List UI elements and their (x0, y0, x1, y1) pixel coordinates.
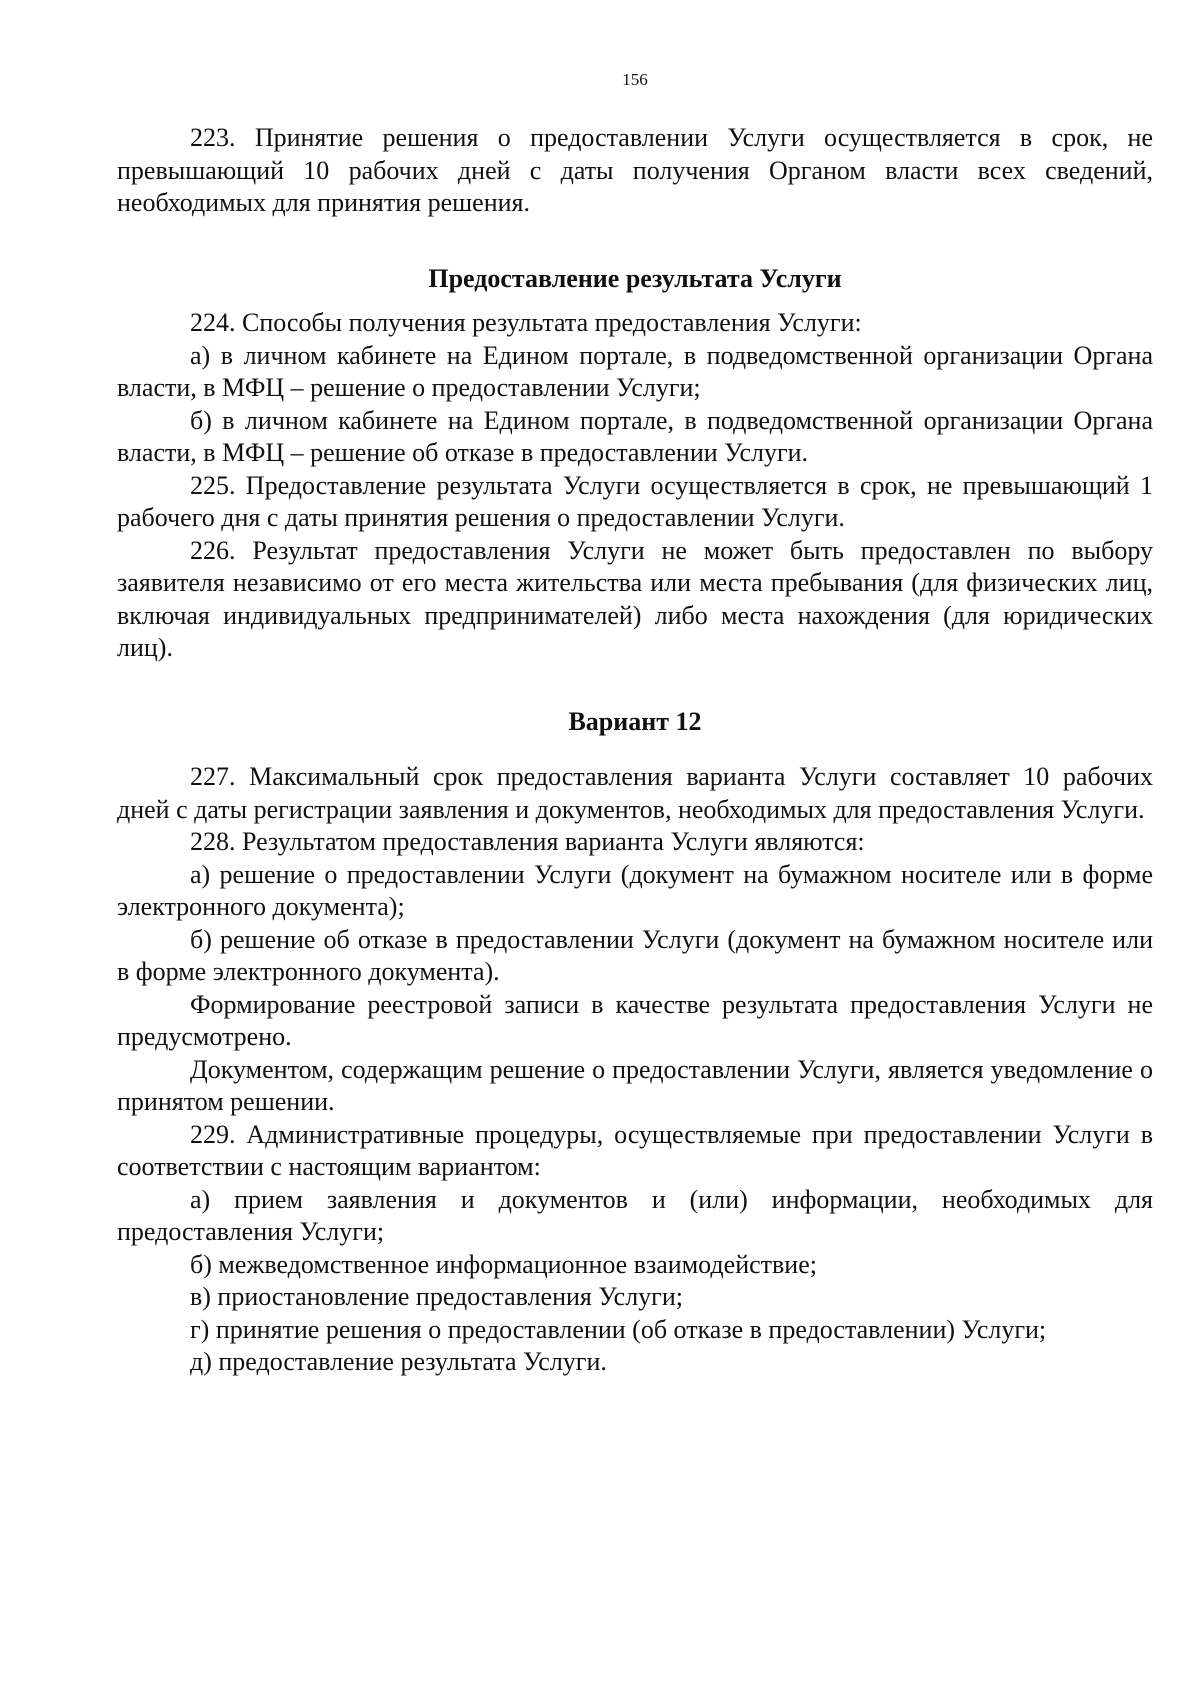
paragraph-229-d: г) принятие решения о предоставлении (об отказе в предоставлении) Услуги; (190, 1314, 1047, 1344)
paragraph-229-c: в) приостановление предоставления Услуги; (190, 1282, 683, 1311)
paragraph-224-a: а) в личном кабинете на Едином портале, в подведомственной организации Органа власти, в МФЦ – решение о предоставлении Услуги; (117, 340, 1153, 402)
paragraph-decision-document: Документом, содержащим решение о предоставлении Услуги, является уведомление о принятом решении. (117, 1054, 1153, 1116)
paragraph-229-a: а) прием заявления и документов и (или) информации, необходимых для предоставления Услуги; (117, 1184, 1153, 1246)
paragraph-228-b: б) решение об отказе в предоставлении Услуги (документ на бумажном носителе или в форме электронного документа). (117, 924, 1153, 986)
paragraph-229: 229. Административные процедуры, осуществляемые при предоставлении Услуги в соответствии с настоящим вариантом: (117, 1119, 1153, 1181)
paragraph-229-e: д) предоставление результата Услуги. (190, 1347, 607, 1376)
paragraph-228-a: а) решение о предоставлении Услуги (документ на бумажном носителе или в форме электронного документа); (117, 859, 1153, 921)
paragraph-229-b: б) межведомственное информационное взаимодействие; (190, 1249, 817, 1279)
paragraph-226: 226. Результат предоставления Услуги не может быть предоставлен по выбору заявителя независимо от его места жительства или места пребывания (для физических лиц, включая индивидуальных предпринимателей) либо места нахождения (для юридических лиц). (117, 535, 1153, 662)
paragraph-224-b: б) в личном кабинете на Едином портале, в подведомственной организации Органа власти, в МФЦ – решение об отказе в предоставлении Услуги. (117, 405, 1153, 467)
paragraph-228: 228. Результатом предоставления варианта Услуги являются: (190, 827, 865, 856)
section-heading-variant: Вариант 12 (568, 706, 702, 736)
section-heading-result: Предоставление результата Услуги (428, 263, 842, 293)
paragraph-223: 223. Принятие решения о предоставлении Услуги осуществляется в срок, не превышающий 10 рабочих дней с даты получения Органом власти всех сведений, необходимых для принятия решения. (117, 123, 1153, 217)
page-number: 156 (622, 70, 648, 89)
paragraph-registry-note: Формирование реестровой записи в качестве результата предоставления Услуги не предусмотрено. (117, 989, 1153, 1051)
paragraph-225: 225. Предоставление результата Услуги осуществляется в срок, не превышающий 1 рабочего дня с даты принятия решения о предоставлении Услуги. (117, 470, 1153, 532)
document-body (117, 122, 1153, 1379)
paragraph-224: 224. Способы получения результата предоставления Услуги: (190, 308, 862, 337)
paragraph-227: 227. Максимальный срок предоставления варианта Услуги составляет 10 рабочих дней с даты регистрации заявления и документов, необходимых для предоставления Услуги. (117, 762, 1153, 824)
